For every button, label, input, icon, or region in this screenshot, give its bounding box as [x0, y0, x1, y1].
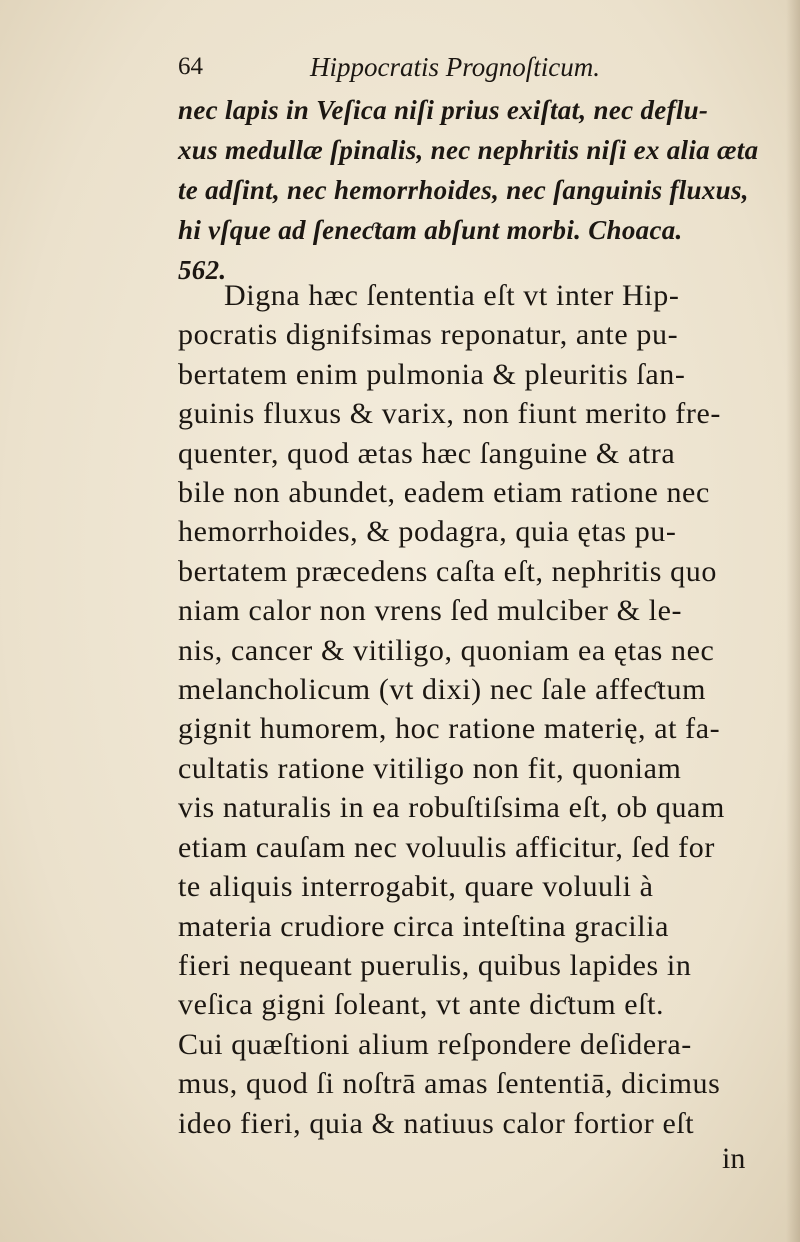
commentary-line: materia crudiore circa inteſtina gracilia	[178, 909, 670, 943]
italic-line: 562.	[178, 255, 227, 285]
commentary-text	[178, 276, 763, 1143]
commentary-line: veſica gigni ſoleant, vt ante diƈtum eſt.	[178, 988, 665, 1022]
commentary-line: te aliquis interrogabit, quare voluuli à	[178, 870, 654, 904]
commentary-line: Digna hæc ſententia eſt vt inter Hip-	[224, 279, 680, 312]
commentary-line: cultatis ratione vitiligo non fit, quoniam	[178, 751, 682, 785]
italic-line: xus medullæ ſpinalis, nec nephritis niſi ex alia æta	[178, 135, 759, 165]
commentary-line: melancholicum (vt dixi) nec ſale affeƈtum	[178, 673, 707, 707]
italic-line: te adſint, nec hemorrhoides, nec ſanguinis fluxus,	[178, 175, 749, 205]
commentary-line: pocratis dignifsimas reponatur, ante pu-	[178, 318, 679, 352]
commentary-line: niam calor non vrens ſed mulciber & le-	[178, 594, 683, 628]
commentary-line: Cui quæſtioni alium reſpondere deſidera-	[178, 1027, 692, 1061]
commentary-line: hemorrhoides, & podagra, quia ętas pu-	[178, 515, 677, 549]
commentary-line: ideo fieri, quia & natiuus calor fortior eſt	[178, 1106, 695, 1140]
italic-line: hi vſque ad ſeneƈtam abſunt morbi. Choaca.	[178, 215, 683, 245]
commentary-line: etiam cauſam nec voluulis afficitur, ſed for	[178, 830, 715, 864]
catchword: in	[722, 1142, 746, 1175]
commentary-line: mus, quod ſi noſtrā amas ſententiā, dicimus	[178, 1067, 721, 1101]
aphorism-text	[178, 90, 759, 290]
page-number: 64	[178, 53, 203, 80]
commentary-line: nis, cancer & vitiligo, quoniam ea ętas nec	[178, 633, 715, 667]
commentary-line: bertatem enim pulmonia & pleuritis ſan-	[178, 357, 686, 391]
commentary-line: fieri nequeant puerulis, quibus lapides in	[178, 948, 692, 982]
commentary-line: quenter, quod ætas hæc ſanguine & atra	[178, 436, 676, 470]
commentary-line: bertatem præcedens caſta eſt, nephritis quo	[178, 554, 717, 588]
commentary-line: vis naturalis in ea robuſtiſsima eſt, ob quam	[178, 791, 725, 825]
page-edge-shadow	[786, 0, 800, 1242]
commentary-line: bile non abundet, eadem etiam ratione nec	[178, 476, 710, 510]
commentary-line: gignit humorem, hoc ratione materię, at fa-	[178, 712, 721, 746]
running-title: Hippocratis Prognoſticum.	[310, 52, 600, 82]
italic-line: nec lapis in Veſica niſi prius exiſtat, nec deflu-	[178, 95, 709, 125]
commentary-line: guinis fluxus & varix, non fiunt merito fre-	[178, 397, 721, 431]
